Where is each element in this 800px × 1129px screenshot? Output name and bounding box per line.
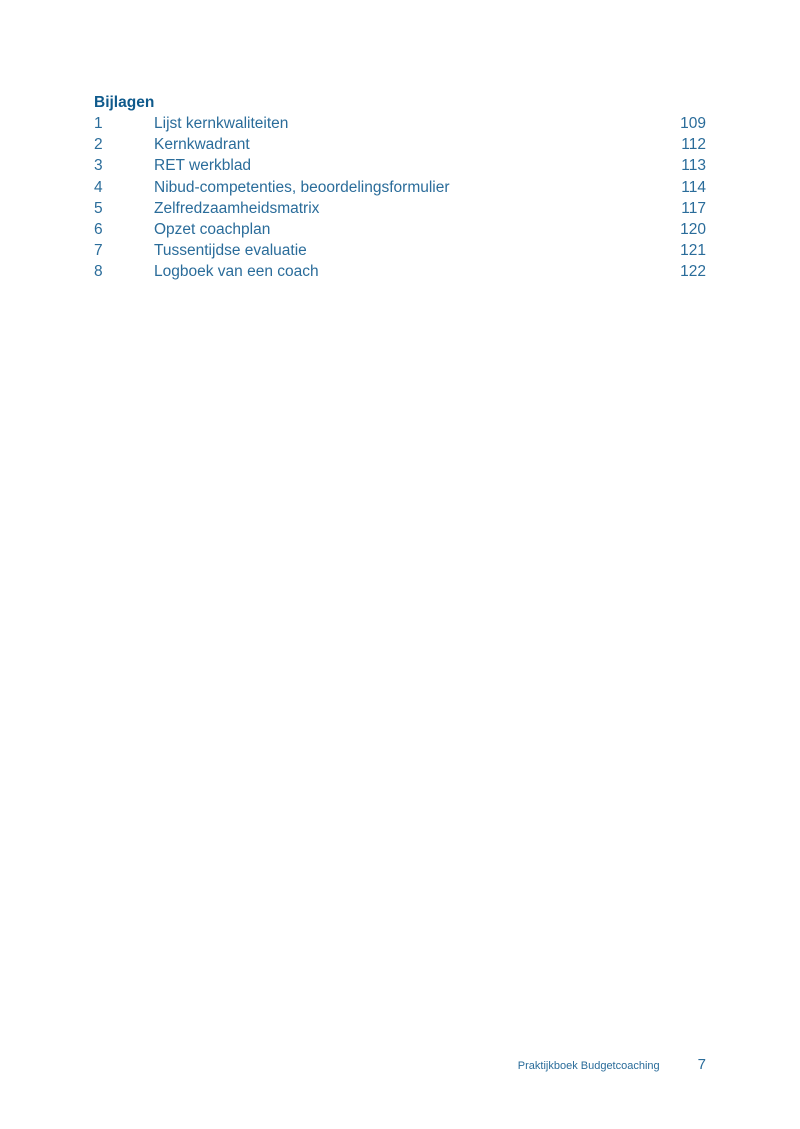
toc-item[interactable] — [94, 198, 706, 219]
toc-item-title: Kernkwadrant — [154, 136, 250, 154]
toc-item[interactable] — [94, 177, 706, 198]
toc-item[interactable] — [94, 155, 706, 176]
toc-item-number: 5 — [94, 199, 103, 217]
toc-item-page: 121 — [680, 242, 706, 260]
toc-item-title: Zelfredzaamheidsmatrix — [154, 199, 320, 217]
toc-item-number: 2 — [94, 136, 103, 154]
toc-item-number: 1 — [94, 115, 103, 132]
toc-item-title: RET werkblad — [154, 157, 252, 175]
toc-item[interactable] — [94, 134, 706, 155]
toc-item[interactable] — [94, 113, 706, 134]
toc-item-page: 109 — [680, 115, 706, 132]
toc-item[interactable] — [94, 261, 706, 282]
toc-item-number: 3 — [94, 157, 103, 175]
toc-item-page: 114 — [681, 178, 706, 196]
toc-item-number: 6 — [94, 220, 103, 238]
toc-item-page: 113 — [681, 157, 706, 175]
toc-item[interactable] — [94, 240, 706, 261]
footer-page-number: 7 — [697, 1056, 706, 1073]
toc-item-number: 8 — [94, 263, 103, 281]
page-footer — [518, 1056, 706, 1073]
toc-list — [94, 113, 706, 283]
toc-item-page: 122 — [680, 263, 706, 281]
toc-item-title: Logboek van een coach — [154, 263, 319, 281]
toc-item-page: 117 — [681, 199, 706, 217]
table-of-contents — [94, 92, 706, 283]
toc-item-title: Lijst kernkwaliteiten — [154, 115, 289, 132]
footer-book-title: Praktijkboek Budgetcoaching — [517, 1060, 660, 1072]
toc-item-page: 120 — [680, 220, 706, 238]
toc-item-number: 7 — [94, 242, 103, 260]
toc-item-title: Opzet coachplan — [154, 220, 271, 238]
toc-item-title: Nibud-competenties, beoordelingsformulier — [154, 178, 450, 196]
toc-item[interactable] — [94, 219, 706, 240]
toc-item-number: 4 — [94, 178, 103, 196]
toc-item-title: Tussentijdse evaluatie — [154, 242, 307, 260]
toc-item-page: 112 — [681, 136, 706, 154]
section-heading: Bijlagen — [94, 94, 155, 111]
